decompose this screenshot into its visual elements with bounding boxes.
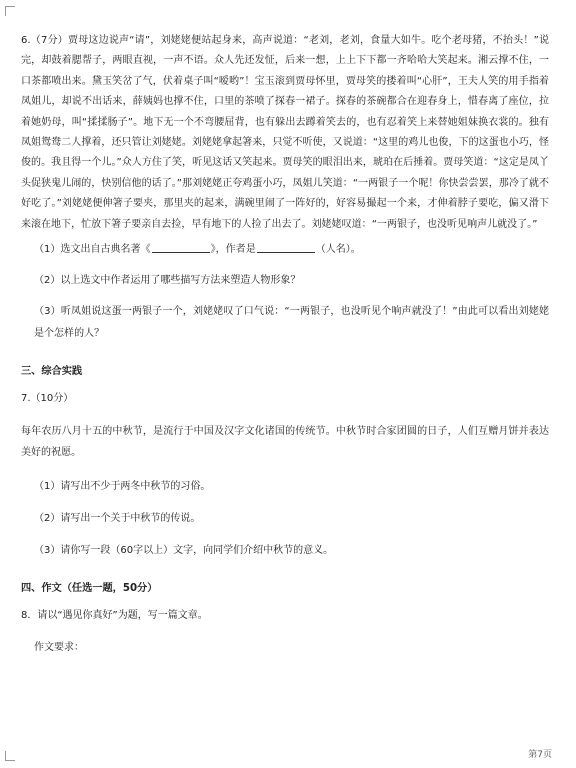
question-6-sub-2: （2）以上选文中作者运用了哪些描写方法来塑造人物形象？ xyxy=(34,275,301,287)
q6-sub1-part-a: （1）选文出自古典名著《 xyxy=(34,244,151,256)
question-7-sub-2: （2）请写出一个关于中秋节的传说。 xyxy=(34,513,201,525)
section-4-heading: 四、作文（任选一题，50分） xyxy=(21,583,158,595)
question-8-prompt: 8．请以“遇见你真好”为题，写一篇文章。 xyxy=(21,610,208,622)
question-6-sub-1 xyxy=(21,240,549,260)
page-number: 第7页 xyxy=(528,750,552,760)
question-7-sub-3: （3）请你写一段（60字以上）文字，向同学们介绍中秋节的意义。 xyxy=(34,545,334,557)
question-7-number: 7.（10分） xyxy=(21,393,74,405)
corner-mark-top xyxy=(5,6,15,16)
question-8-requirements-label: 作文要求： xyxy=(34,642,84,654)
question-6-sub-3: （3）听凤姐说这蛋一两银子一个，刘姥姥叹了口气说：“一两银子，也没听见个响声就没了！”由此可以看出刘姥姥是个怎样的人？ xyxy=(34,306,549,340)
question-6-passage: 6.（7分）贾母这边说声“请”，刘姥姥便站起身来，高声说道：“老刘，老刘，食量大如牛。吃个老母猪，不抬头！”说完，却鼓着腮帮子，两眼直视，一声不语。众人先还发怔，后来一想，上上下下都一齐哈哈大笑起来。湘云撑不住，一口茶都喷出来。黛玉笑岔了气，伏着桌子叫“嗳哟”！宝玉滚到贾母怀里，贾母笑的搂着叫“心肝”，王夫人笑的用手指着凤姐儿，却说不出话来，薛姨妈也撑不住，口里的茶喷了探春一裙子。探春的茶碗都合在迎春身上，惜春离了座位，拉着她奶母，叫“揉揉肠子”。地下无一个不弯腰屈背，也有躲出去蹲着笑去的，也有忍着笑上来替她姐妹换衣裳的。独有凤姐鸳鸯二人撑着，还只管让刘姥姥。刘姥姥拿起箸来，只觉不听使，又说道：“这里的鸡儿也俊，下的这蛋也小巧，怪俊的。我且得一个儿。”众人方住了笑，听见这话又笑起来。贾母笑的眼泪出来，琥珀在后捶着。贾母笑道：“这定是凤丫头促狭鬼儿闹的，快别信他的话了。”那刘姥姥正夸鸡蛋小巧，凤姐儿笑道：“一两银子一个呢！你快尝尝罢，那冷了就不好吃了。”刘姥姥便伸箸子要夹，那里夹的起来，满碗里闹了一阵好的，好容易撮起一个来，才伸着脖子要吃，偏又滑下来滚在地下，忙放下箸子要亲自去捡，早有地下的人捡了出去了。刘姥姥叹道：“一两银子，也没听见响声儿就没了。” xyxy=(21,35,549,230)
q6-sub1-part-b: 》，作者是 xyxy=(210,244,256,256)
page-content xyxy=(21,31,549,656)
section-3-heading: 三、综合实践 xyxy=(21,366,83,378)
book-title-blank[interactable] xyxy=(152,242,210,253)
author-blank[interactable] xyxy=(257,242,315,253)
question-7-sub-1: （1）请写出不少于两冬中秋节的习俗。 xyxy=(34,481,211,493)
question-7-intro: 每年农历八月十五的中秋节，是流行于中国及汉字文化诸国的传统节。中秋节时合家团圆的日子，人们互赠月饼并表达美好的祝愿。 xyxy=(21,426,549,459)
q6-sub1-part-c: （人名）。 xyxy=(315,244,361,256)
corner-mark-bottom xyxy=(5,751,15,761)
